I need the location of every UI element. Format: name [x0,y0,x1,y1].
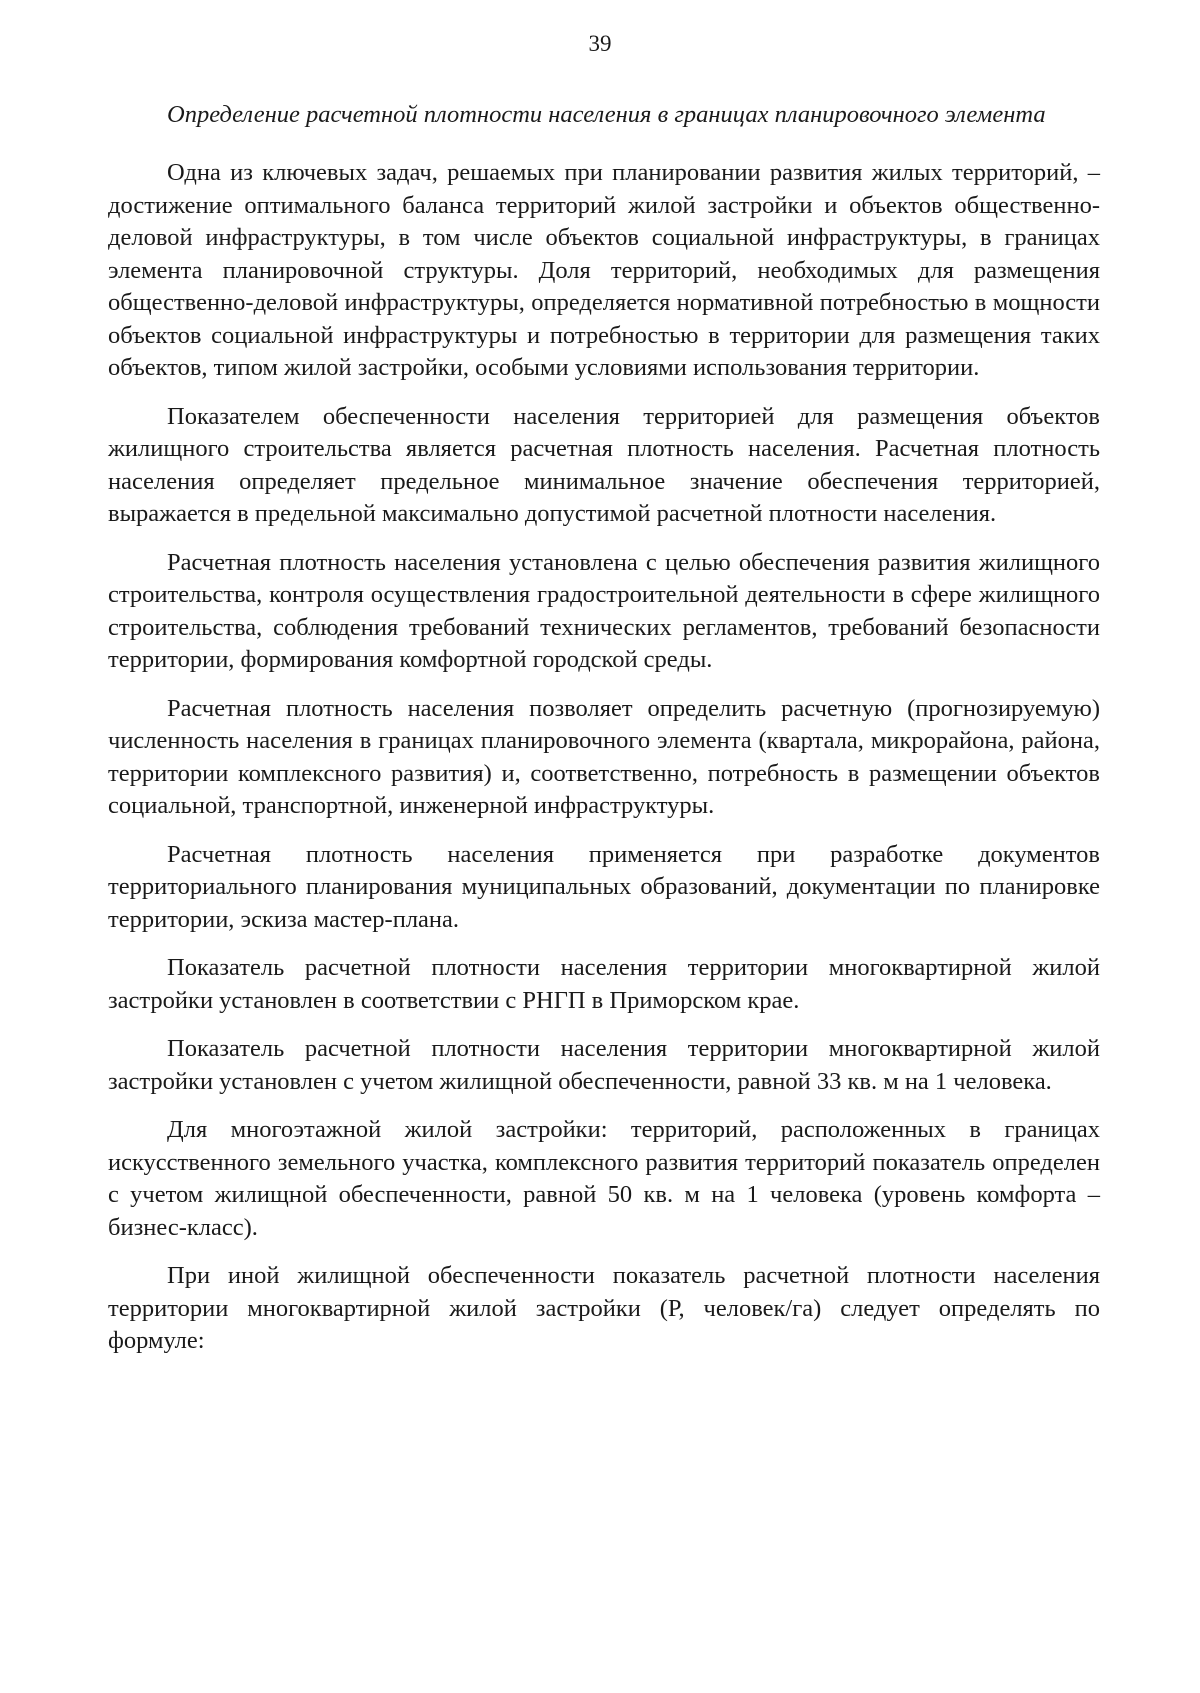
paragraph-density-purpose: Расчетная плотность населения установлена с целью обеспечения развития жилищного строительства, контроля осуществления градостроительной деятельности в сфере жилищного строительства, соблюдения требований технических регламентов, требований безопасности территории, формирования комфортной городской среды. [108,548,1100,673]
paragraph-balance-of-territories: Одна из ключевых задач, решаемых при планировании развития жилых территорий, – достижение оптимального баланса территорий жилой застройки и объектов общественно-деловой инфраструктуры, в том числе объектов социальной инфраструктуры, в границах элемента планировочной структуры. Доля территорий, необходимых для размещения общественно-деловой инфраструктуры, определяется нормативной потребностью в мощности объектов социальной инфраструктуры и потребностью в территории для размещения таких объектов, типом жилой застройки, особыми условиями использования территории. [108,159,1100,381]
page-number: 39 [588,31,612,56]
section-heading: Определение расчетной плотности населения в границах планировочного элемента [167,101,1046,128]
paragraph-housing-50: Для многоэтажной жилой застройки: территорий, расположенных в границах искусственного земельного участка, комплексного развития территорий показатель определен с учетом жилищной обеспеченности, равной 50 кв. м на 1 человека (уровень комфорта – бизнес-класс). [108,1116,1100,1241]
paragraph-density-allows: Расчетная плотность населения позволяет определить расчетную (прогнозируемую) численность населения в границах планировочного элемента (квартала, микрорайона, района, территории комплексного развития) и, соответственно, потребность в размещении объектов социальной, транспортной, инженерной инфраструктуры. [108,694,1100,819]
paragraph-rngp-reference: Показатель расчетной плотности населения территории многоквартирной жилой застройки установлен в соответствии с РНГП в Приморском крае. [108,954,1100,1014]
paragraph-density-application: Расчетная плотность населения применяется при разработке документов территориального планирования муниципальных образований, документации по планировке территории, эскиза мастер-плана. [108,840,1100,933]
paragraph-density-indicator: Показателем обеспеченности населения территорией для размещения объектов жилищного строительства является расчетная плотность населения. Расчетная плотность населения определяет предельное минимальное значение обеспечения территорией, выражается в предельной максимально допустимой расчетной плотности населения. [108,402,1100,527]
page-content [108,98,1100,1374]
paragraph-housing-33: Показатель расчетной плотности населения территории многоквартирной жилой застройки установлен с учетом жилищной обеспеченности, равной 33 кв. м на 1 человека. [108,1035,1100,1095]
paragraph-formula-intro: При иной жилищной обеспеченности показатель расчетной плотности населения территории многоквартирной жилой застройки (Р, человек/га) следует определять по формуле: [108,1262,1100,1354]
